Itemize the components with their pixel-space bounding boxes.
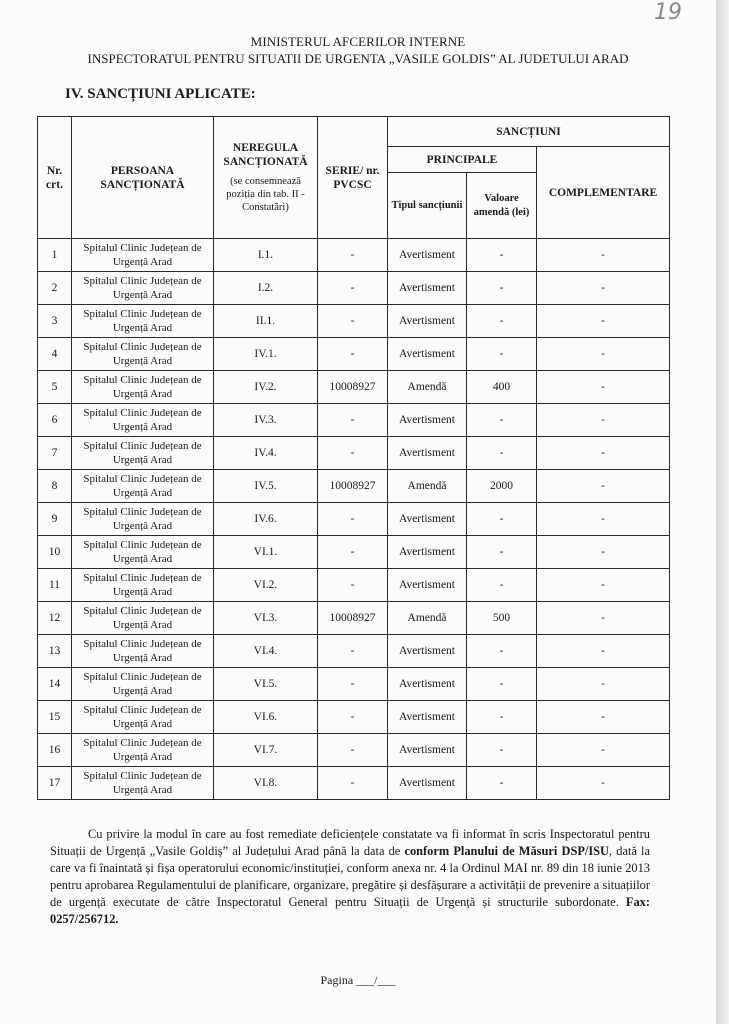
col-header-valoare: Valoare amendă (lei) (467, 173, 537, 239)
cell-serie: - (318, 767, 388, 800)
cell-persoana: Spitalul Clinic Județean de Urgență Arad (72, 668, 214, 701)
cell-neregula: IV.4. (214, 437, 318, 470)
cell-persoana: Spitalul Clinic Județean de Urgență Arad (72, 635, 214, 668)
cell-tip-sanctiune: Amendă (388, 371, 467, 404)
cell-neregula: VI.4. (214, 635, 318, 668)
cell-serie: - (318, 668, 388, 701)
cell-valoare-amenda: - (467, 569, 537, 602)
cell-neregula: IV.1. (214, 338, 318, 371)
cell-serie: - (318, 635, 388, 668)
cell-complementare: - (537, 767, 670, 800)
cell-nr: 13 (38, 635, 72, 668)
cell-persoana: Spitalul Clinic Județean de Urgență Arad (72, 239, 214, 272)
cell-tip-sanctiune: Avertisment (388, 404, 467, 437)
cell-serie: - (318, 437, 388, 470)
cell-serie: - (318, 536, 388, 569)
table-row (38, 701, 670, 734)
footer-text-bold: conform Planului de Măsuri DSP/ISU (404, 844, 610, 858)
cell-neregula: IV.5. (214, 470, 318, 503)
cell-serie: - (318, 404, 388, 437)
cell-serie: - (318, 503, 388, 536)
ministry-header: MINISTERUL AFCERILOR INTERNE (250, 34, 466, 49)
table-row (38, 437, 670, 470)
cell-persoana: Spitalul Clinic Județean de Urgență Arad (72, 734, 214, 767)
table-row (38, 569, 670, 602)
cell-neregula: VI.8. (214, 767, 318, 800)
cell-neregula: VI.2. (214, 569, 318, 602)
cell-neregula: VI.3. (214, 602, 318, 635)
table-row (38, 503, 670, 536)
table-row (38, 338, 670, 371)
cell-nr: 5 (38, 371, 72, 404)
sanctions-table (37, 116, 670, 800)
cell-tip-sanctiune: Avertisment (388, 668, 467, 701)
cell-valoare-amenda: 2000 (467, 470, 537, 503)
cell-valoare-amenda: - (467, 668, 537, 701)
cell-persoana: Spitalul Clinic Județean de Urgență Arad (72, 470, 214, 503)
cell-nr: 11 (38, 569, 72, 602)
cell-tip-sanctiune: Avertisment (388, 272, 467, 305)
table-row (38, 635, 670, 668)
col-header-persoana: PERSOANA SANCȚIONATĂ (72, 117, 214, 239)
cell-valoare-amenda: 500 (467, 602, 537, 635)
cell-persoana: Spitalul Clinic Județean de Urgență Arad (72, 305, 214, 338)
page-footer-number: Pagina ___/___ (320, 973, 396, 987)
footer-fax: Fax: 0257/256712. (50, 895, 650, 926)
cell-persoana: Spitalul Clinic Județean de Urgență Arad (72, 338, 214, 371)
cell-neregula: II.1. (214, 305, 318, 338)
cell-valoare-amenda: - (467, 536, 537, 569)
cell-serie: 10008927 (318, 602, 388, 635)
cell-valoare-amenda: - (467, 635, 537, 668)
cell-serie: 10008927 (318, 470, 388, 503)
cell-neregula: VI.1. (214, 536, 318, 569)
cell-tip-sanctiune: Avertisment (388, 734, 467, 767)
cell-serie: - (318, 338, 388, 371)
cell-serie: - (318, 569, 388, 602)
cell-neregula: I.1. (214, 239, 318, 272)
table-row (38, 767, 670, 800)
cell-nr: 3 (38, 305, 72, 338)
cell-tip-sanctiune: Avertisment (388, 437, 467, 470)
cell-neregula: I.2. (214, 272, 318, 305)
cell-complementare: - (537, 668, 670, 701)
table-row (38, 371, 670, 404)
cell-tip-sanctiune: Avertisment (388, 503, 467, 536)
cell-tip-sanctiune: Avertisment (388, 569, 467, 602)
table-row (38, 668, 670, 701)
cell-tip-sanctiune: Avertisment (388, 338, 467, 371)
cell-neregula: VI.7. (214, 734, 318, 767)
cell-persoana: Spitalul Clinic Județean de Urgență Arad (72, 767, 214, 800)
cell-valoare-amenda: - (467, 437, 537, 470)
cell-persoana: Spitalul Clinic Județean de Urgență Arad (72, 569, 214, 602)
table-row (38, 536, 670, 569)
cell-persoana: Spitalul Clinic Județean de Urgență Arad (72, 371, 214, 404)
footer-text-part2: , dată la care va fi înaintată și fișa operatorului economic/instituției, conform anexa nr. 4 la Ordinul MAI nr. 89 din 18 iunie 2013 pentru aprobarea Regulamentului de planificare, organizare, pregătire și desfășurare a activității de prevenire a situațiilor de urgență executate de către Inspectoratul General pentru Situații de Urgență și structurile subordonate. (50, 844, 650, 909)
cell-complementare: - (537, 701, 670, 734)
cell-tip-sanctiune: Amendă (388, 470, 467, 503)
cell-persoana: Spitalul Clinic Județean de Urgență Arad (72, 404, 214, 437)
cell-complementare: - (537, 503, 670, 536)
cell-nr: 8 (38, 470, 72, 503)
cell-valoare-amenda: - (467, 767, 537, 800)
cell-tip-sanctiune: Avertisment (388, 239, 467, 272)
col-header-serie: SERIE/ nr. PVCSC (318, 117, 388, 239)
cell-nr: 14 (38, 668, 72, 701)
neregula-note: (se consemnează poziția din tab. II -Constatări) (226, 176, 305, 213)
col-header-principale: PRINCIPALE (388, 147, 537, 173)
cell-serie: - (318, 239, 388, 272)
cell-nr: 2 (38, 272, 72, 305)
cell-tip-sanctiune: Avertisment (388, 767, 467, 800)
cell-valoare-amenda: - (467, 734, 537, 767)
cell-serie: - (318, 272, 388, 305)
table-row (38, 239, 670, 272)
cell-nr: 10 (38, 536, 72, 569)
cell-complementare: - (537, 602, 670, 635)
cell-serie: 10008927 (318, 371, 388, 404)
col-header-nr: Nr. crt. (38, 117, 72, 239)
cell-valoare-amenda: - (467, 503, 537, 536)
inspectorate-header: INSPECTORATUL PENTRU SITUATII DE URGENTA „VASILE GOLDIS” AL JUDETULUI ARAD (87, 51, 629, 66)
page-edge (716, 0, 729, 1024)
footer-paragraph (50, 826, 650, 928)
cell-persoana: Spitalul Clinic Județean de Urgență Arad (72, 536, 214, 569)
cell-valoare-amenda: 400 (467, 371, 537, 404)
cell-complementare: - (537, 734, 670, 767)
cell-tip-sanctiune: Avertisment (388, 701, 467, 734)
col-header-tipul: Tipul sancțiunii (388, 173, 467, 239)
cell-valoare-amenda: - (467, 701, 537, 734)
cell-nr: 9 (38, 503, 72, 536)
cell-valoare-amenda: - (467, 239, 537, 272)
cell-nr: 16 (38, 734, 72, 767)
cell-valoare-amenda: - (467, 272, 537, 305)
cell-nr: 1 (38, 239, 72, 272)
cell-valoare-amenda: - (467, 305, 537, 338)
cell-nr: 4 (38, 338, 72, 371)
cell-complementare: - (537, 272, 670, 305)
cell-tip-sanctiune: Avertisment (388, 635, 467, 668)
cell-complementare: - (537, 305, 670, 338)
cell-complementare: - (537, 371, 670, 404)
table-row (38, 602, 670, 635)
cell-neregula: VI.5. (214, 668, 318, 701)
cell-serie: - (318, 701, 388, 734)
cell-tip-sanctiune: Amendă (388, 602, 467, 635)
cell-complementare: - (537, 470, 670, 503)
section-title: IV. SANCȚIUNI APLICATE: (65, 86, 256, 102)
cell-persoana: Spitalul Clinic Județean de Urgență Arad (72, 602, 214, 635)
cell-nr: 17 (38, 767, 72, 800)
cell-nr: 12 (38, 602, 72, 635)
table-row (38, 305, 670, 338)
cell-complementare: - (537, 536, 670, 569)
cell-tip-sanctiune: Avertisment (388, 536, 467, 569)
table-row (38, 734, 670, 767)
cell-persoana: Spitalul Clinic Județean de Urgență Arad (72, 701, 214, 734)
cell-serie: - (318, 305, 388, 338)
cell-persoana: Spitalul Clinic Județean de Urgență Arad (72, 437, 214, 470)
cell-complementare: - (537, 239, 670, 272)
table-row (38, 470, 670, 503)
cell-complementare: - (537, 338, 670, 371)
table-row (38, 272, 670, 305)
col-header-neregula (214, 117, 318, 239)
cell-complementare: - (537, 437, 670, 470)
cell-serie: - (318, 734, 388, 767)
cell-complementare: - (537, 635, 670, 668)
cell-neregula: IV.2. (214, 371, 318, 404)
cell-neregula: IV.3. (214, 404, 318, 437)
cell-nr: 7 (38, 437, 72, 470)
neregula-title: NEREGULA SANCȚIONATĂ (223, 142, 308, 168)
cell-tip-sanctiune: Avertisment (388, 305, 467, 338)
footer-text-part1: Cu privire la modul în care au fost remediate deficiențele constatate va fi informat în scris Inspectoratul pentru Situații de Urgență „Vasile Goldiș” al Județului Arad până la data de (50, 827, 650, 858)
cell-nr: 15 (38, 701, 72, 734)
cell-valoare-amenda: - (467, 338, 537, 371)
col-header-sanctiuni: SANCȚIUNI (388, 117, 670, 147)
table-row (38, 404, 670, 437)
cell-neregula: IV.6. (214, 503, 318, 536)
cell-nr: 6 (38, 404, 72, 437)
cell-complementare: - (537, 569, 670, 602)
cell-persoana: Spitalul Clinic Județean de Urgență Arad (72, 503, 214, 536)
cell-complementare: - (537, 404, 670, 437)
cell-neregula: VI.6. (214, 701, 318, 734)
col-header-complementare: COMPLEMENTARE (537, 147, 670, 239)
handwritten-page-number: 19 (654, 0, 682, 25)
cell-persoana: Spitalul Clinic Județean de Urgență Arad (72, 272, 214, 305)
cell-valoare-amenda: - (467, 404, 537, 437)
